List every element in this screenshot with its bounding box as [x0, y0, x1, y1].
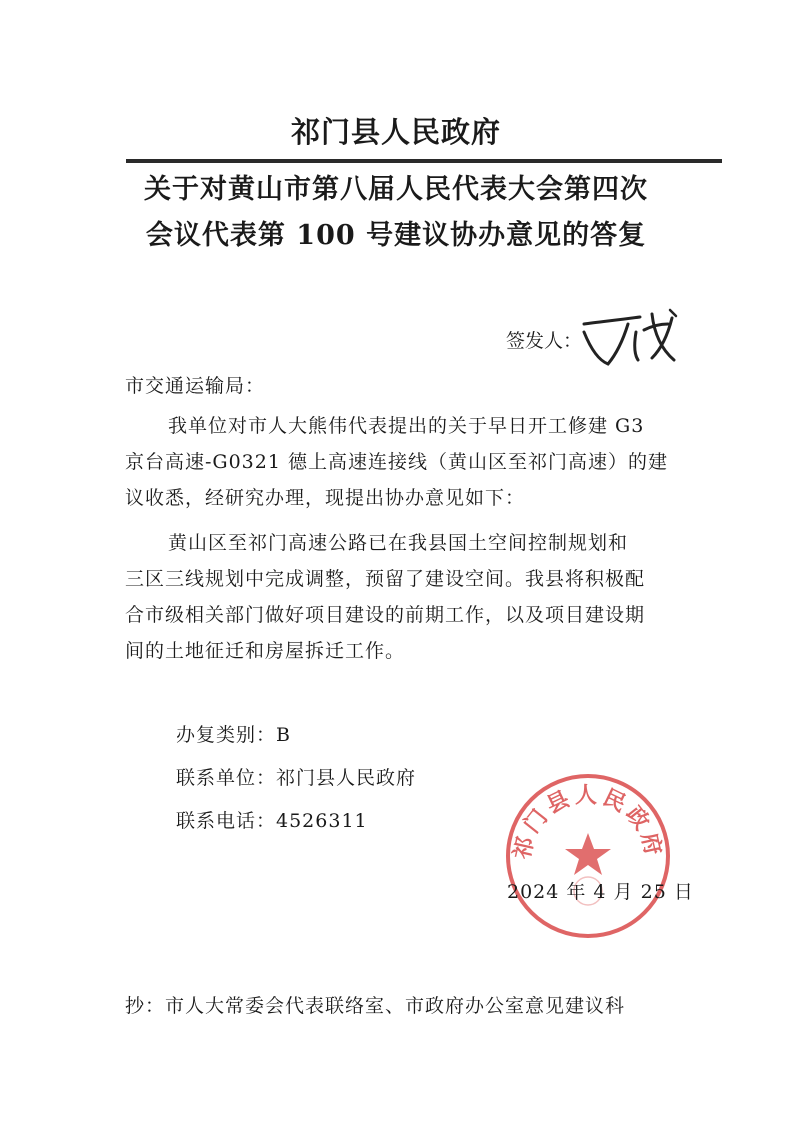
handling-category: 办复类别：B: [176, 724, 291, 746]
paragraph-1-line-2: 京台高速-G0321 德上高速连接线（黄山区至祁门高速）的建: [125, 451, 668, 473]
paragraph-1-line-3: 议收悉，经研究办理，现提出协办意见如下：: [125, 487, 526, 509]
header-rule: [126, 159, 722, 163]
signer-label: 签发人：: [506, 330, 583, 352]
issuer-name: 祁门县人民政府: [290, 115, 501, 149]
handwritten-signature: [578, 302, 688, 372]
document-date: 2024 年 4 月 25 日: [507, 881, 694, 903]
document-title-line-2: 会议代表第 100 号建议协办意见的答复: [145, 220, 647, 251]
svg-text:祁门县人民政府: 祁门县人民政府: [510, 783, 666, 862]
paragraph-2-line-1: 黄山区至祁门高速公路已在我县国土空间控制规划和: [168, 532, 629, 554]
paragraph-1-line-1: 我单位对市人大熊伟代表提出的关于早日开工修建 G3: [168, 415, 645, 437]
contact-unit: 联系单位：祁门县人民政府: [176, 767, 417, 789]
contact-phone: 联系电话：4526311: [176, 810, 368, 832]
recipient: 市交通运输局：: [125, 375, 266, 397]
official-seal-icon: [503, 771, 673, 941]
paragraph-2-line-3: 合市级相关部门做好项目建设的前期工作，以及项目建设期: [125, 604, 646, 626]
carbon-copy: 抄：市人大常委会代表联络室、市政府办公室意见建议科: [125, 995, 626, 1017]
paragraph-2-line-4: 间的土地征迁和房屋拆迁工作。: [125, 640, 406, 662]
document-title-line-1: 关于对黄山市第八届人民代表大会第四次: [144, 174, 648, 205]
paragraph-2-line-2: 三区三线规划中完成调整，预留了建设空间。我县将积极配: [125, 568, 646, 590]
